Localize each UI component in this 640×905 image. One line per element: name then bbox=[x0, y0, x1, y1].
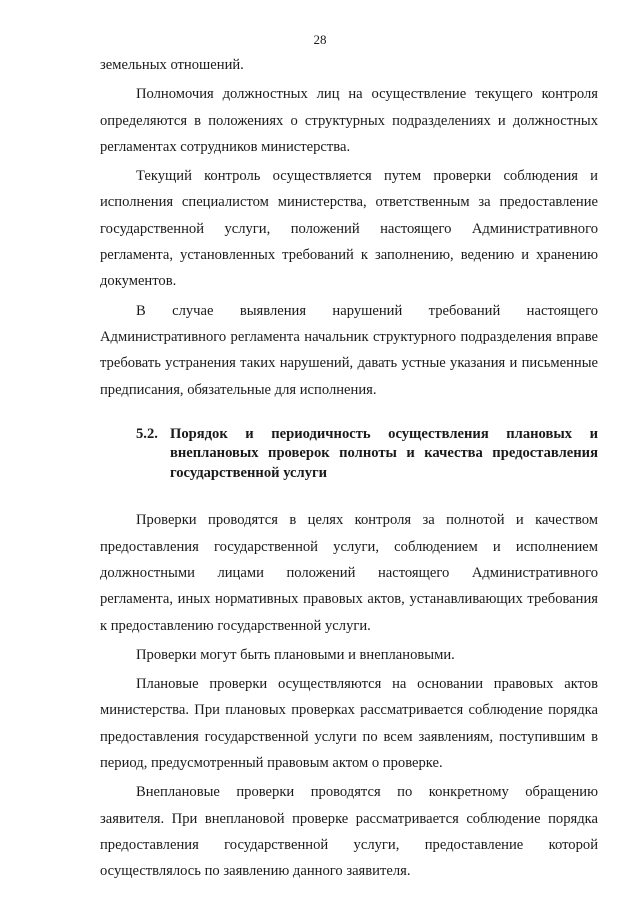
paragraph: Проверки проводятся в целях контроля за полнотой и качеством предоставления государственной услуги, соблюдением и исполнением должностными лицами положений настоящего Административного регламента, иных нормативных правовых актов, устанавливающих требования к предоставлению государственной услуги. bbox=[100, 512, 598, 634]
document-body bbox=[100, 52, 598, 885]
paragraph: Текущий контроль осуществляется путем проверки соблюдения и исполнения специалистом министерства, ответственным за предоставление государственной услуги, положений настоящего Административного регламента, установленных требований к заполнению, ведению и хранению документов. bbox=[100, 168, 598, 290]
section-heading bbox=[100, 425, 598, 484]
paragraph: Проверки могут быть плановыми и внеплановыми. bbox=[136, 646, 455, 663]
paragraph: В случае выявления нарушений требований настоящего Административного регламента начальник структурного подразделения вправе требовать устранения таких нарушений, давать устные указания и письменные предписания, обязательные для исполнения. bbox=[100, 302, 598, 398]
paragraph: Плановые проверки осуществляются на основании правовых актов министерства. При плановых проверках рассматривается соблюдение порядка предоставления государственной услуги по всем заявлениям, поступившим в период, предусмотренный правовым актом о проверке. bbox=[100, 676, 598, 772]
paragraph-continuation: земельных отношений. bbox=[100, 57, 244, 73]
section-title: Порядок и периодичность осуществления плановых и внеплановых проверок полноты и качества предоставления государственной услуги bbox=[170, 425, 598, 481]
page-number: 28 bbox=[313, 32, 327, 47]
paragraph: Внеплановые проверки проводятся по конкретному обращению заявителя. При внеплановой проверке рассматривается соблюдение порядка предоставления государственной услуги, предоставление которой осуществлялось по заявлению данного заявителя. bbox=[100, 784, 598, 880]
section-number: 5.2. bbox=[136, 425, 158, 442]
paragraph: Полномочия должностных лиц на осуществление текущего контроля определяются в положениях о структурных подразделениях и должностных регламентах сотрудников министерства. bbox=[100, 86, 598, 155]
